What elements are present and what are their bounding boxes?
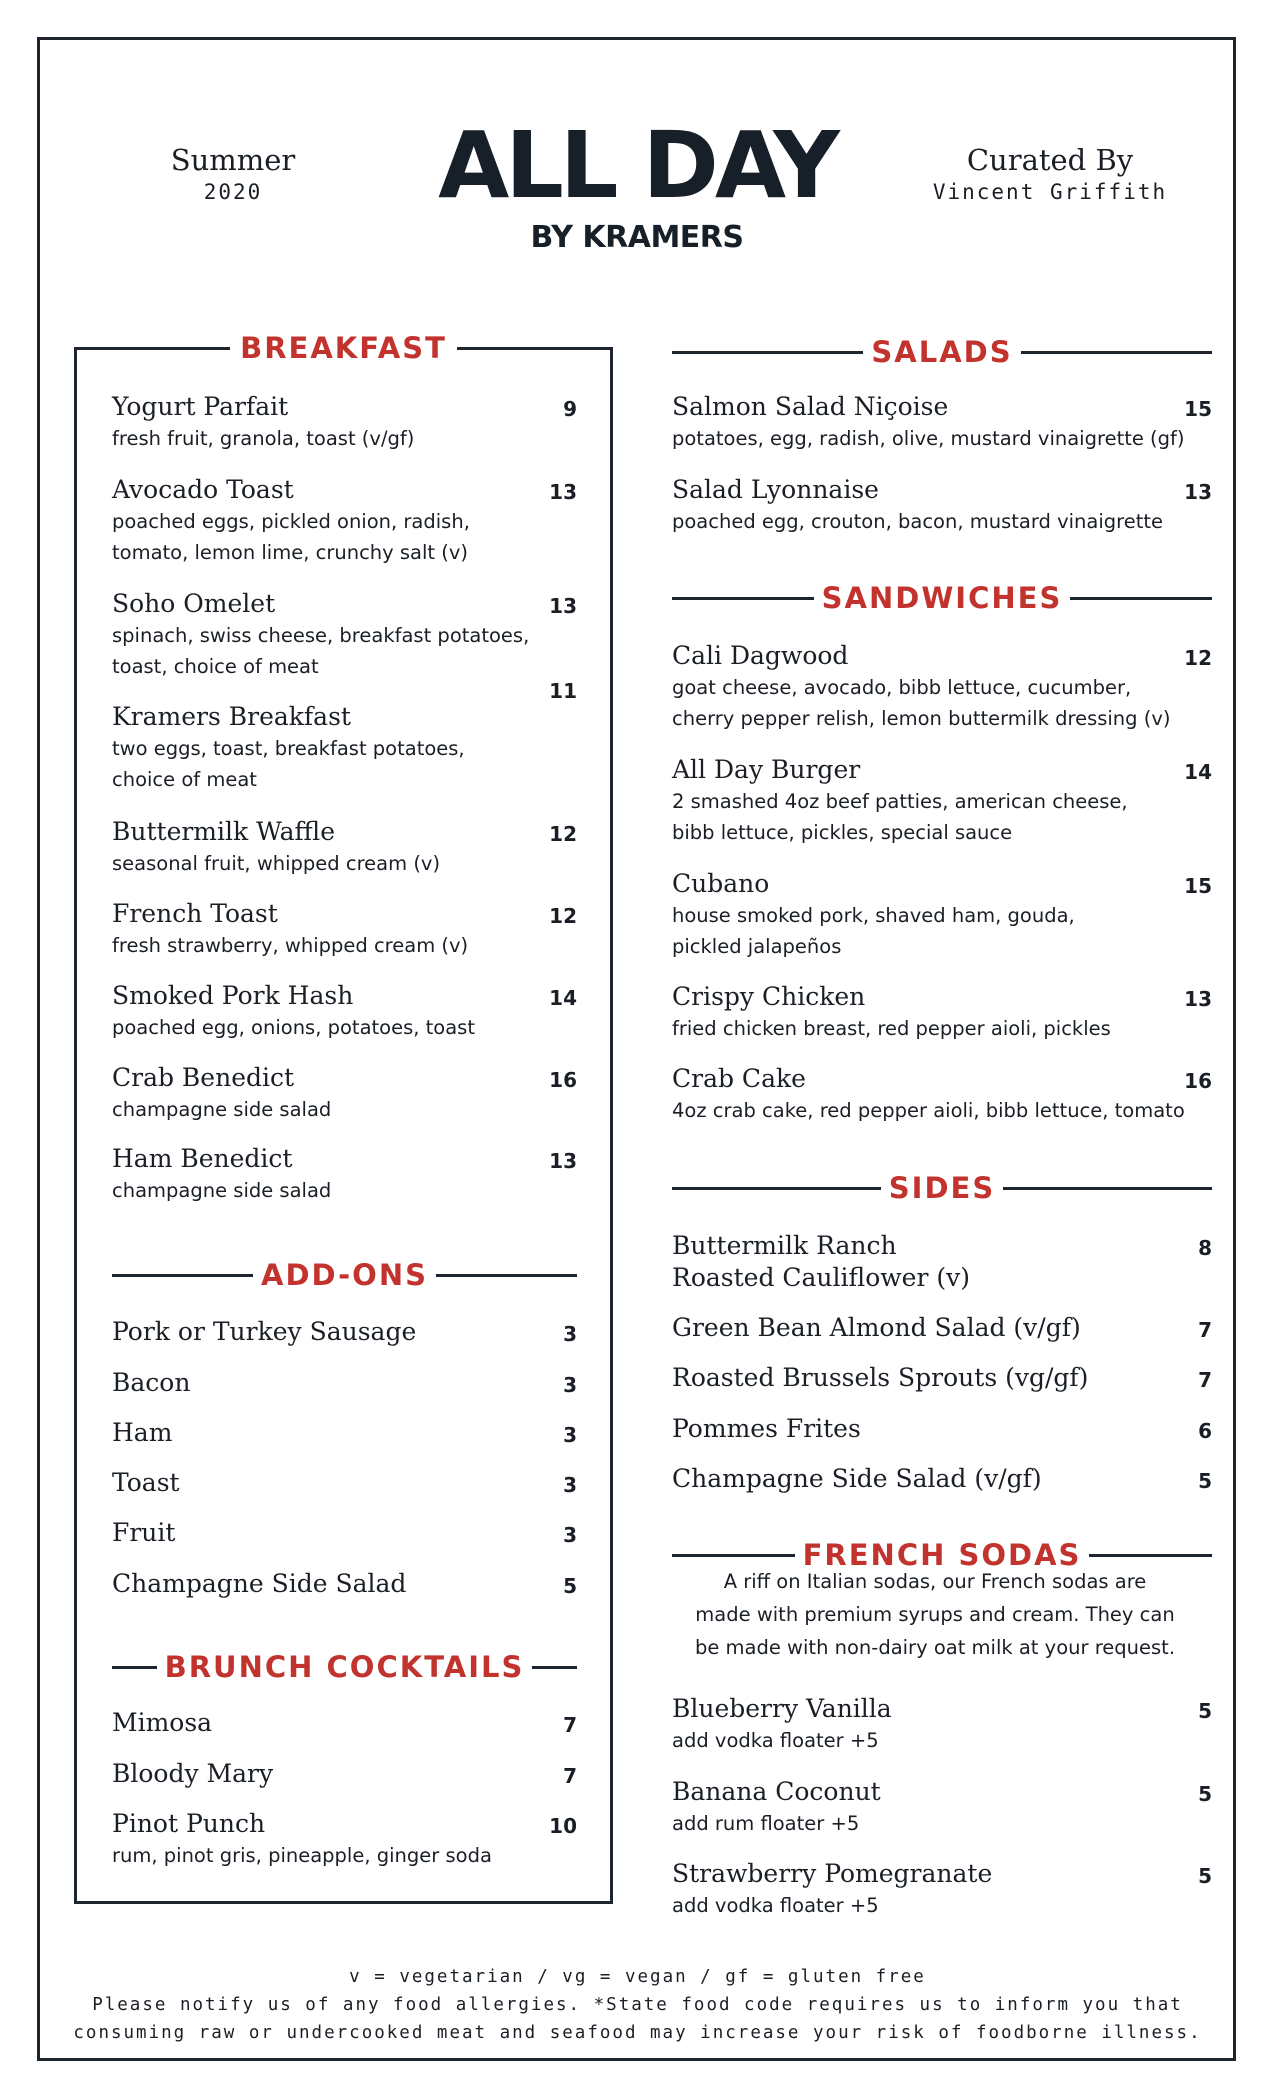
item-description: poached egg, onions, potatoes, toast <box>112 1016 475 1039</box>
item-name: Cubano <box>672 869 770 898</box>
addons-heading <box>112 1257 577 1293</box>
menu-item <box>672 981 1212 1044</box>
item-description: champagne side salad <box>112 1179 332 1202</box>
menu-item <box>672 1362 1212 1394</box>
item-price: 11 <box>549 679 577 703</box>
menu-item <box>672 1463 1212 1495</box>
item-price: 16 <box>1184 1069 1212 1093</box>
sides-title: SIDES <box>881 1171 1003 1205</box>
item-price: 10 <box>549 1814 577 1838</box>
allergy-notice-1: Please notify us of any food allergies. *State food code requires us to inform you that <box>92 1995 1183 2015</box>
item-price: 7 <box>1198 1368 1212 1392</box>
item-description: fresh strawberry, whipped cream (v) <box>112 934 469 957</box>
item-description: add vodka floater +5 <box>672 1729 879 1752</box>
item-description: champagne side salad <box>112 1098 332 1121</box>
addons-title: ADD-ONS <box>253 1258 436 1292</box>
menu-item <box>672 868 1212 962</box>
item-price: 3 <box>563 1322 577 1346</box>
item-description: seasonal fruit, whipped cream (v) <box>112 852 441 875</box>
sandwiches-heading <box>672 580 1212 616</box>
item-name: Champagne Side Salad (v/gf) <box>672 1464 1042 1493</box>
section-title-wrap <box>672 334 1212 370</box>
item-name: Ham <box>112 1418 173 1447</box>
menu-item <box>112 679 577 795</box>
item-price: 14 <box>1184 760 1212 784</box>
menu-item <box>112 1808 577 1871</box>
item-name: Green Bean Almond Salad (v/gf) <box>672 1313 1081 1342</box>
section-title-wrap <box>672 580 1212 616</box>
allergy-notice-2: consuming raw or undercooked meat and seafood may increase your risk of foodborne illness. <box>73 2023 1202 2043</box>
menu-item <box>112 1417 577 1449</box>
item-name: Soho Omelet <box>112 589 276 618</box>
item-price: 5 <box>1198 1469 1212 1493</box>
breakfast-heading <box>77 330 610 366</box>
menu-item <box>112 588 577 682</box>
curator-name: Vincent Griffith <box>932 180 1168 204</box>
item-description: house smoked pork, shaved ham, gouda, pickled jalapeños <box>672 904 1075 958</box>
item-price: 14 <box>549 986 577 1010</box>
item-name: All Day Burger <box>672 755 861 784</box>
item-name: Pommes Frites <box>672 1414 861 1443</box>
item-price: 3 <box>563 1423 577 1447</box>
item-name: Fruit <box>112 1518 176 1547</box>
year: 2020 <box>203 180 263 204</box>
season-block <box>133 142 333 206</box>
season: Summer <box>170 143 296 177</box>
item-name: French Toast <box>112 899 278 928</box>
breakfast-title: BREAKFAST <box>230 331 457 365</box>
sandwiches-title: SANDWICHES <box>814 581 1071 615</box>
item-price: 15 <box>1184 874 1212 898</box>
item-description: two eggs, toast, breakfast potatoes, choice of meat <box>112 737 465 791</box>
menu-item <box>672 1858 1212 1921</box>
sodas-title: FRENCH SODAS <box>795 1538 1090 1572</box>
logo-main: ALL DAY <box>438 112 836 219</box>
item-name: Roasted Brussels Sprouts (vg/gf) <box>672 1363 1089 1392</box>
menu-item <box>112 1467 577 1499</box>
item-price: 7 <box>563 1764 577 1788</box>
item-name: Pinot Punch <box>112 1809 266 1838</box>
menu-item <box>112 391 577 454</box>
item-price: 8 <box>1198 1236 1212 1260</box>
item-name: Crab Cake <box>672 1064 806 1093</box>
menu-item <box>112 898 577 961</box>
item-price: 3 <box>563 1523 577 1547</box>
menu-item <box>112 980 577 1043</box>
item-name: Bacon <box>112 1368 191 1397</box>
menu-item <box>672 1693 1212 1756</box>
item-price: 12 <box>549 904 577 928</box>
section-title-wrap <box>672 1170 1212 1206</box>
item-price: 7 <box>1198 1318 1212 1342</box>
item-price: 13 <box>1184 480 1212 504</box>
item-name: Yogurt Parfait <box>112 392 289 421</box>
item-price: 15 <box>1184 397 1212 421</box>
menu-item <box>672 1063 1212 1126</box>
item-description: fresh fruit, granola, toast (v/gf) <box>112 427 415 450</box>
item-name: Buttermilk Ranch Roasted Cauliflower (v) <box>672 1231 970 1292</box>
item-name: Buttermilk Waffle <box>112 817 336 846</box>
item-name: Toast <box>112 1468 180 1497</box>
item-description: spinach, swiss cheese, breakfast potatoes, toast, choice of meat <box>112 624 530 678</box>
item-price: 3 <box>563 1373 577 1397</box>
menu-item <box>672 1776 1212 1839</box>
menu-item <box>672 1312 1212 1344</box>
item-name: Blueberry Vanilla <box>672 1694 892 1723</box>
cocktails-title: BRUNCH COCKTAILS <box>157 1650 533 1684</box>
menu-item <box>112 1367 577 1399</box>
salads-heading <box>672 334 1212 370</box>
item-price: 13 <box>549 1149 577 1173</box>
item-name: Crab Benedict <box>112 1063 295 1092</box>
item-price: 5 <box>1198 1699 1212 1723</box>
item-description: potatoes, egg, radish, olive, mustard vinaigrette (gf) <box>672 427 1185 450</box>
menu-item <box>672 1230 1212 1294</box>
item-price: 9 <box>563 397 577 421</box>
item-price: 5 <box>1198 1864 1212 1888</box>
menu-item <box>112 1517 577 1549</box>
item-name: Smoked Pork Hash <box>112 981 354 1010</box>
item-name: Banana Coconut <box>672 1777 881 1806</box>
item-description: rum, pinot gris, pineapple, ginger soda <box>112 1844 492 1867</box>
item-name: Salmon Salad Niçoise <box>672 392 949 421</box>
item-price: 12 <box>549 822 577 846</box>
curator-block <box>920 142 1180 206</box>
item-description: 2 smashed 4oz beef patties, american cheese, bibb lettuce, pickles, special sauce <box>672 790 1128 844</box>
french-sodas-note <box>690 1565 1180 1664</box>
item-description: goat cheese, avocado, bibb lettuce, cucumber, cherry pepper relish, lemon buttermilk dressing (v) <box>672 676 1171 730</box>
menu-item <box>672 391 1212 454</box>
menu-item <box>112 474 577 568</box>
item-price: 3 <box>563 1473 577 1497</box>
note-text: A riff on Italian sodas, our French sodas are made with premium syrups and cream. They can be made with non-dairy oat milk at your request. <box>694 1570 1176 1659</box>
item-description: poached egg, crouton, bacon, mustard vinaigrette <box>672 510 1164 533</box>
item-price: 12 <box>1184 646 1212 670</box>
item-price: 13 <box>1184 987 1212 1011</box>
logo <box>387 112 887 256</box>
item-description: 4oz crab cake, red pepper aioli, bibb lettuce, tomato <box>672 1099 1185 1122</box>
item-description: poached eggs, pickled onion, radish, tomato, lemon lime, crunchy salt (v) <box>112 510 470 564</box>
item-description: add rum floater +5 <box>672 1812 860 1835</box>
menu-item <box>112 1143 577 1206</box>
item-price: 6 <box>1198 1419 1212 1443</box>
section-title-wrap <box>112 1649 577 1685</box>
menu-item <box>112 816 577 879</box>
menu-item <box>112 1062 577 1125</box>
menu-item <box>112 1758 577 1790</box>
menu-item <box>672 1413 1212 1445</box>
item-price: 16 <box>549 1068 577 1092</box>
section-title-wrap <box>112 1257 577 1293</box>
diet-legend: v = vegetarian / vg = vegan / gf = gluten free <box>349 1967 926 1987</box>
item-name: Bloody Mary <box>112 1759 274 1788</box>
item-description: add vodka floater +5 <box>672 1894 879 1917</box>
item-name: Crispy Chicken <box>672 982 866 1011</box>
item-name: Pork or Turkey Sausage <box>112 1317 417 1346</box>
item-name: Salad Lyonnaise <box>672 475 879 504</box>
menu-item <box>672 754 1212 848</box>
curated-label: Curated By <box>966 143 1134 177</box>
menu-item <box>112 1568 577 1600</box>
item-price: 5 <box>563 1574 577 1598</box>
menu-item <box>112 1316 577 1348</box>
item-name: Strawberry Pomegranate <box>672 1859 993 1888</box>
item-name: Kramers Breakfast <box>112 702 351 731</box>
menu-item <box>672 474 1212 537</box>
item-name: Champagne Side Salad <box>112 1569 407 1598</box>
item-price: 13 <box>549 594 577 618</box>
menu-item <box>672 640 1212 734</box>
logo-sub: BY KRAMERS <box>530 220 744 255</box>
item-price: 5 <box>1198 1782 1212 1806</box>
item-price: 13 <box>549 480 577 504</box>
item-description: fried chicken breast, red pepper aioli, pickles <box>672 1017 1111 1040</box>
sides-heading <box>672 1170 1212 1206</box>
item-name: Ham Benedict <box>112 1144 293 1173</box>
item-name: Avocado Toast <box>112 475 294 504</box>
item-name: Mimosa <box>112 1708 213 1737</box>
item-price: 7 <box>563 1713 577 1737</box>
cocktails-heading <box>112 1649 577 1685</box>
item-name: Cali Dagwood <box>672 641 849 670</box>
salads-title: SALADS <box>863 335 1020 369</box>
menu-item <box>112 1707 577 1739</box>
